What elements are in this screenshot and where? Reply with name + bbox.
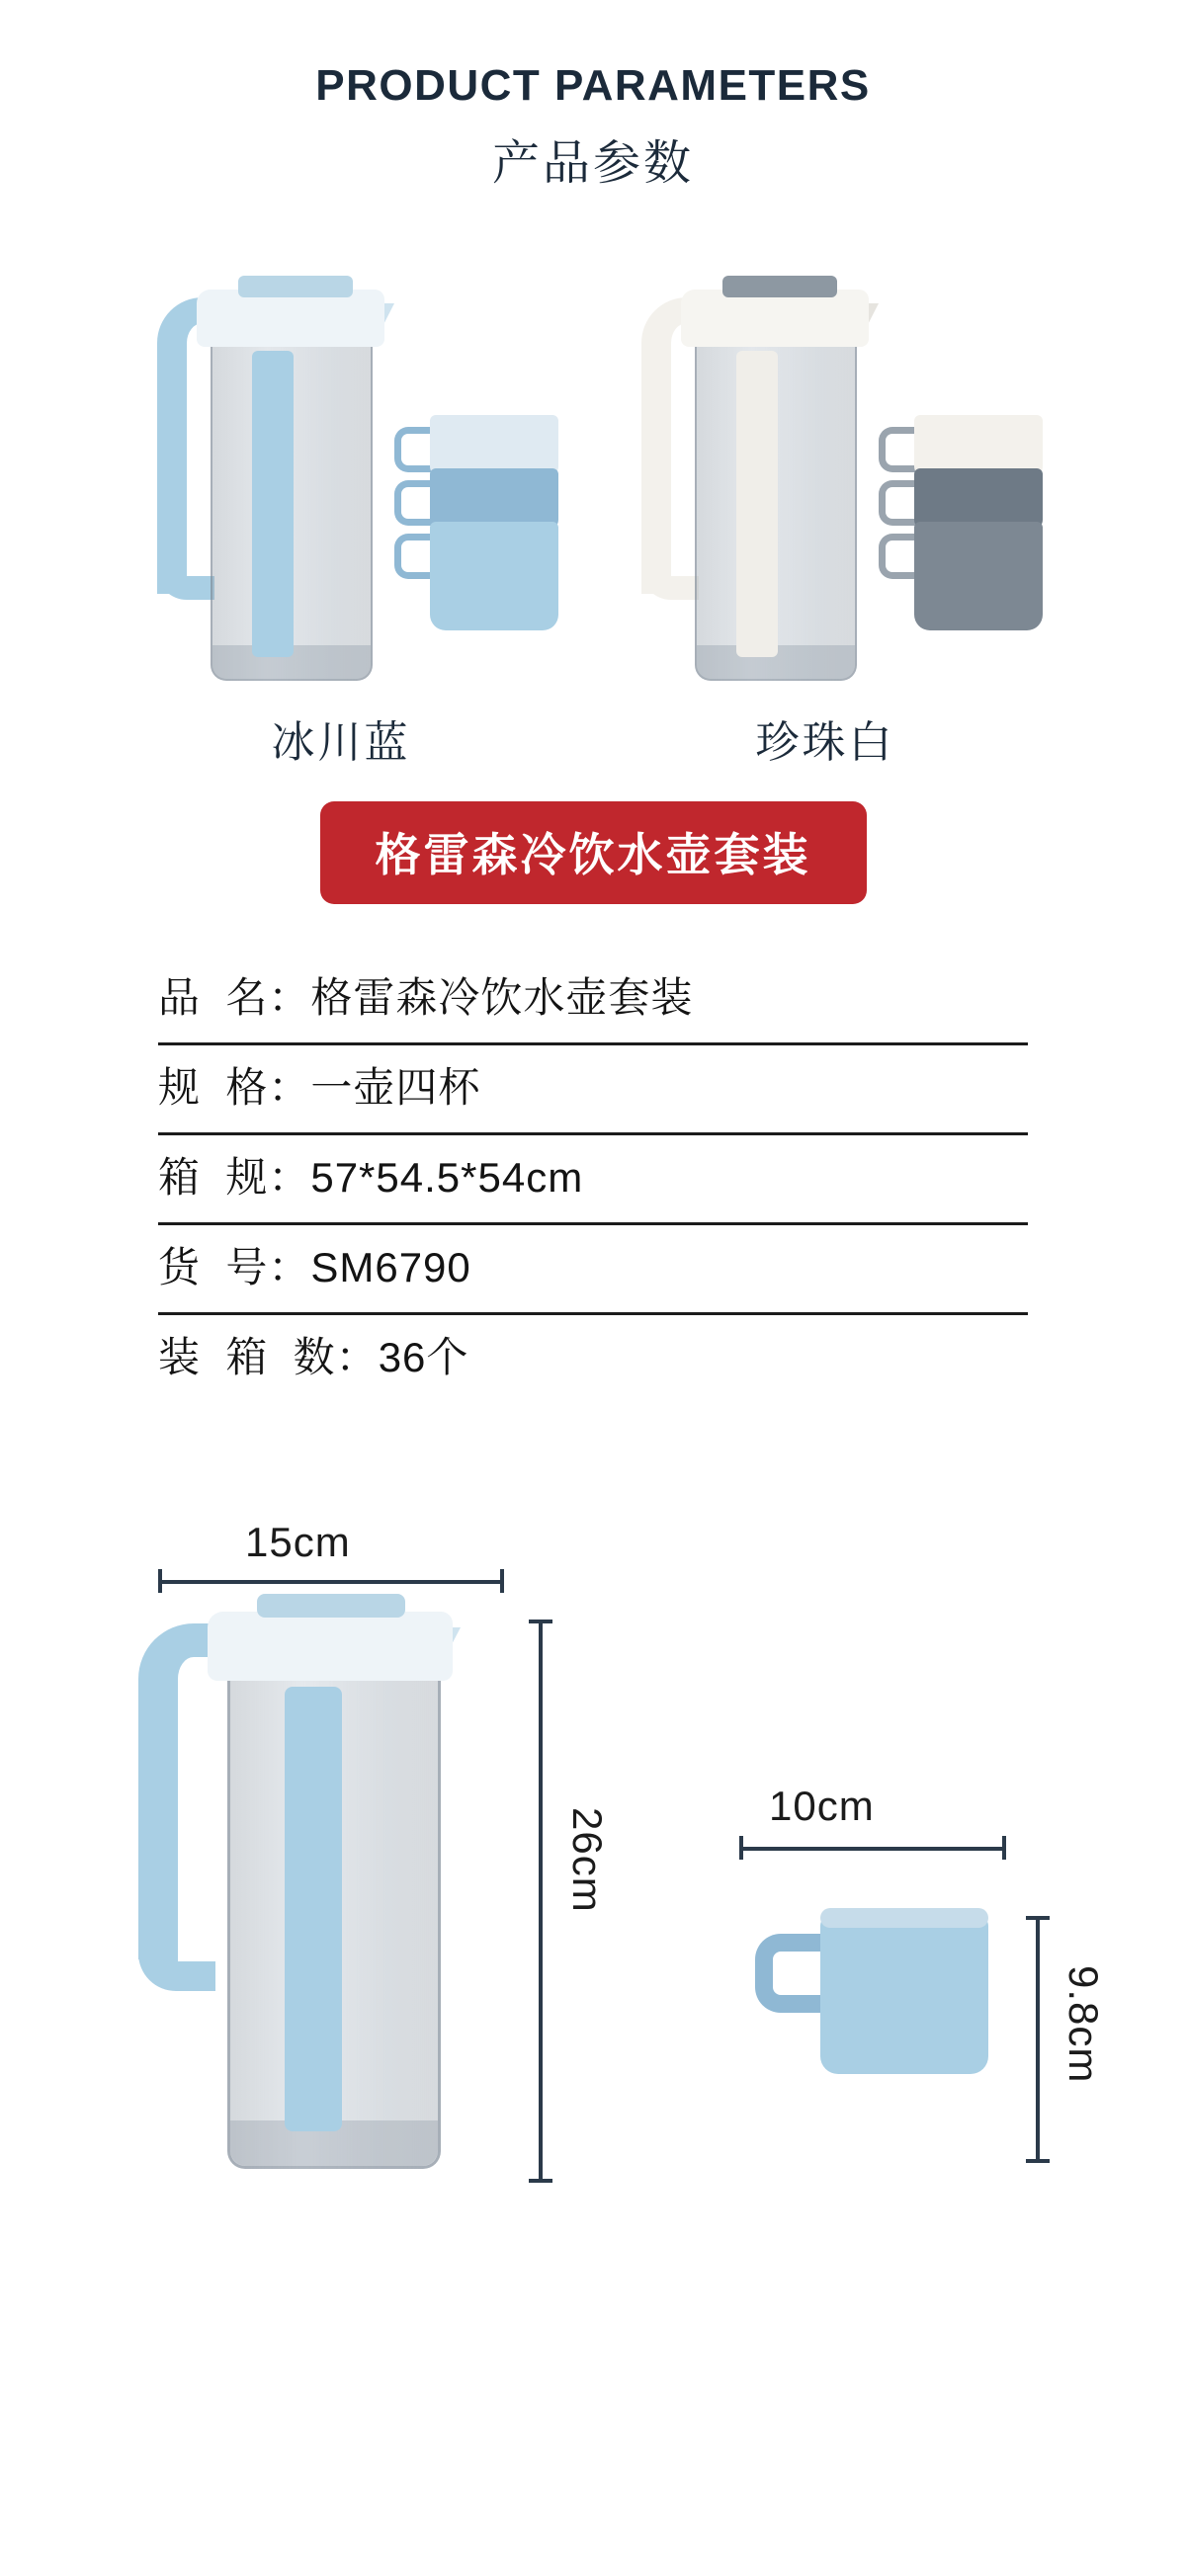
variant-glacier-blue bbox=[94, 232, 588, 786]
spec-table bbox=[158, 956, 1028, 1402]
jug-lid bbox=[208, 1612, 453, 1681]
jug-lid-top bbox=[257, 1594, 405, 1618]
table-row bbox=[158, 1135, 1028, 1225]
table-row bbox=[158, 1045, 1028, 1135]
variant-pearl-white bbox=[578, 232, 1072, 786]
cup-middle bbox=[430, 468, 558, 530]
dim-line-cup-width bbox=[739, 1847, 1006, 1851]
variant-label-white: 珍珠白 bbox=[755, 718, 895, 767]
spec-value: 格雷森冷饮水壶套装 bbox=[310, 974, 694, 1021]
page-title-cn: 产品参数 bbox=[491, 137, 694, 190]
cup-handle bbox=[755, 1934, 828, 2013]
cup-bottom bbox=[430, 522, 558, 630]
jug-inner-tube bbox=[285, 1687, 342, 2131]
cup-dimension-illustration bbox=[731, 1857, 1048, 2153]
cup-middle bbox=[914, 468, 1043, 530]
jug-handle-lower bbox=[138, 1906, 215, 1991]
table-row bbox=[158, 1225, 1028, 1315]
spec-value: 一壶四杯 bbox=[310, 1064, 481, 1111]
jug-lid-top bbox=[238, 276, 353, 297]
cup-top bbox=[430, 415, 558, 476]
product-showcase bbox=[0, 232, 1186, 786]
spec-value: SM6790 bbox=[310, 1244, 471, 1290]
jug-lid bbox=[681, 290, 869, 347]
jug-dimension-illustration bbox=[138, 1580, 534, 2193]
table-row bbox=[158, 1315, 1028, 1402]
cup-body bbox=[820, 1916, 988, 2074]
cup-stack-blue bbox=[390, 415, 578, 662]
jug-handle-lower bbox=[641, 539, 699, 600]
dim-line-cup-height bbox=[1036, 1916, 1040, 2163]
dim-line-jug-height bbox=[539, 1620, 543, 2183]
dim-cap-top bbox=[529, 1620, 552, 1623]
spec-value: 36个 bbox=[378, 1334, 469, 1380]
dim-label-cup-width: 10cm bbox=[769, 1783, 875, 1829]
jug-illustration-blue bbox=[153, 242, 410, 687]
jug-lid bbox=[197, 290, 384, 347]
dim-label-jug-width: 15cm bbox=[245, 1519, 351, 1565]
spec-key: 品 名： bbox=[158, 974, 311, 1021]
page-title-en: PRODUCT PARAMETERS bbox=[315, 61, 871, 110]
dim-cap-bottom bbox=[1026, 2159, 1050, 2163]
variant-label-blue: 冰川蓝 bbox=[271, 718, 411, 767]
dimension-diagram bbox=[0, 1432, 1186, 2222]
spec-key: 货 号： bbox=[158, 1244, 311, 1290]
cup-rim bbox=[820, 1908, 988, 1928]
jug-illustration-white bbox=[637, 242, 894, 687]
banner-wrap bbox=[0, 801, 1186, 904]
jug-inner-tube bbox=[736, 351, 778, 657]
spec-key: 箱 规： bbox=[158, 1154, 311, 1201]
page-header bbox=[0, 0, 1186, 193]
spec-key: 规 格： bbox=[158, 1064, 311, 1111]
jug-inner-tube bbox=[252, 351, 294, 657]
product-name-banner: 格雷森冷饮水壶套装 bbox=[320, 801, 867, 904]
jug-lid-top bbox=[722, 276, 837, 297]
cup-stack-white bbox=[875, 415, 1062, 662]
spec-value: 57*54.5*54cm bbox=[310, 1154, 584, 1201]
jug-handle-lower bbox=[157, 539, 214, 600]
cup-top bbox=[914, 415, 1043, 476]
cup-bottom bbox=[914, 522, 1043, 630]
dim-cap-top bbox=[1026, 1916, 1050, 1920]
table-row bbox=[158, 956, 1028, 1045]
dim-label-jug-height: 26cm bbox=[564, 1807, 611, 1913]
spec-key: 装 箱 数： bbox=[158, 1334, 379, 1380]
dim-label-cup-height: 9.8cm bbox=[1060, 1965, 1107, 2084]
dim-cap-bottom bbox=[529, 2179, 552, 2183]
